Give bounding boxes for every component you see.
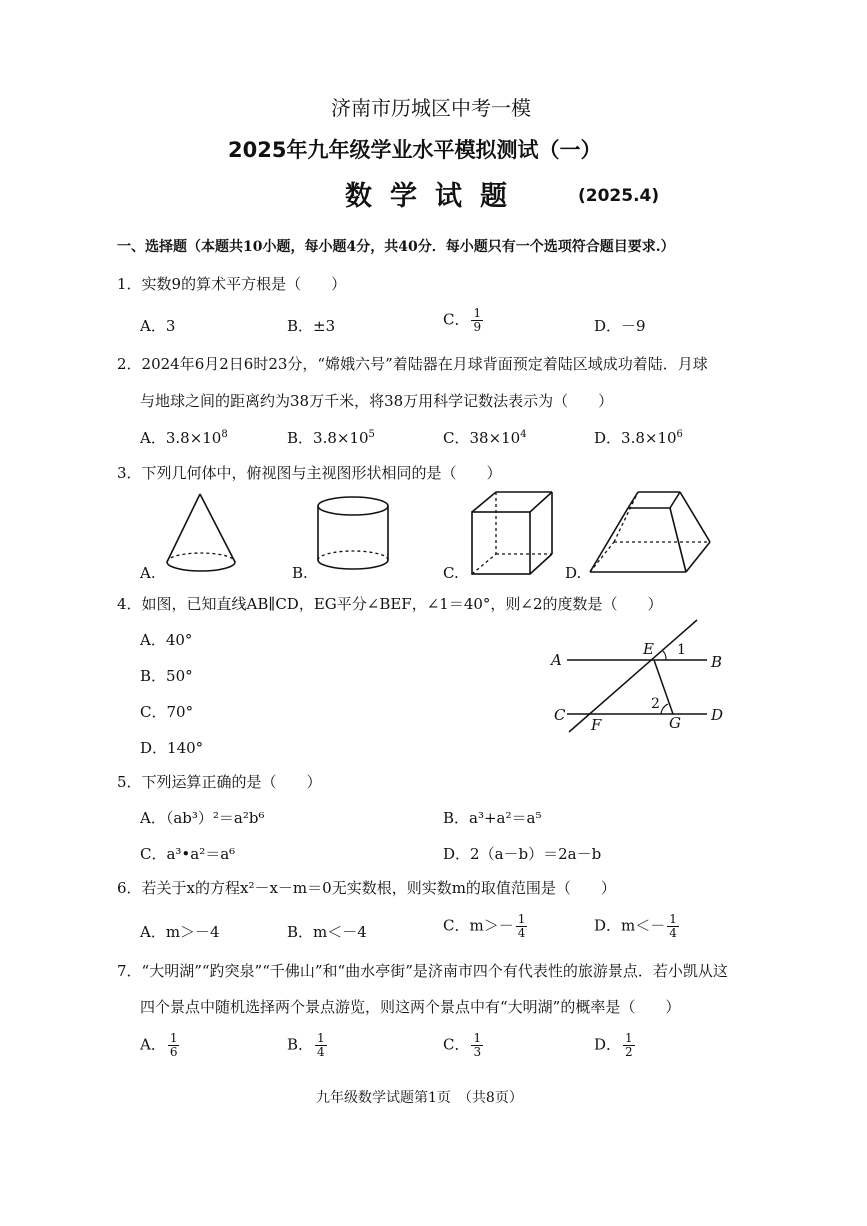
question-7-option-c <box>443 1032 485 1059</box>
option-label: C． <box>443 1035 470 1054</box>
point-label-c: C <box>554 706 566 724</box>
question-1-stem: 1．实数9的算术平方根是（ ） <box>117 275 347 293</box>
question-6-option-d <box>594 913 681 940</box>
fraction <box>623 1032 635 1059</box>
denominator: 4 <box>317 1045 325 1059</box>
question-1-option-b: B．±3 <box>287 317 336 335</box>
question-3-option-d: D. <box>565 564 582 582</box>
question-3-stem: 3．下列几何体中，俯视图与主视图形状相同的是（ ） <box>117 464 502 482</box>
numerator: 1 <box>473 306 482 320</box>
subject-title: 数学试题 <box>345 181 525 212</box>
question-1-option-d: D．－9 <box>594 317 646 335</box>
denominator: 3 <box>473 1045 482 1059</box>
section-heading: 一、选择题（本题共10小题，每小题4分，共40分．每小题只有一个选项符合题目要求.） <box>117 239 675 255</box>
question-4-option-c: C．70° <box>140 703 194 721</box>
angle-label-2: 2 <box>651 696 660 712</box>
question-2-stem-line2: 与地球之间的距离约为38万千米，将38万用科学记数法表示为（ ） <box>140 392 614 410</box>
numerator: 1 <box>169 1031 178 1045</box>
question-2-option-c <box>443 427 527 448</box>
question-5-option-d: D．2（a－b）＝2a－b <box>443 845 602 863</box>
question-7-option-a <box>140 1032 181 1059</box>
point-label-d: D <box>711 706 724 724</box>
fraction <box>168 1032 180 1059</box>
question-3-option-b: B. <box>292 564 308 582</box>
question-4-option-b: B．50° <box>140 667 193 685</box>
page-footer: 九年级数学试题第1页 （共8页） <box>316 1090 523 1106</box>
question-4-option-d: D．140° <box>140 739 204 757</box>
fraction <box>516 913 528 940</box>
parallel-lines-figure <box>545 616 735 736</box>
question-3-option-a: A. <box>140 564 156 582</box>
point-label-b: B <box>711 653 723 671</box>
question-7-option-d <box>594 1032 637 1059</box>
question-4-stem: 4．如图，已知直线AB∥CD，EG平分∠BEF，∠1＝40°，则∠2的度数是（ ） <box>117 595 663 613</box>
question-2-option-a <box>140 427 228 448</box>
numerator: 1 <box>625 1031 633 1045</box>
denominator: 4 <box>669 926 677 940</box>
question-5-option-c: C．a³•a²＝a⁶ <box>140 845 236 863</box>
fraction <box>471 1032 483 1059</box>
option-label: D． <box>594 1035 622 1054</box>
question-5-option-a: A．（ab³）²＝a²b⁶ <box>140 809 265 827</box>
option-text: D．3.8×10 <box>594 429 677 447</box>
question-1-option-c <box>443 307 485 334</box>
question-7-option-b <box>287 1032 329 1059</box>
option-label: B． <box>287 1035 314 1054</box>
question-7-stem-line2: 四个景点中随机选择两个景点游览，则这两个景点中有“大明湖”的概率是（ ） <box>140 998 681 1016</box>
question-6-option-a: A．m＞－4 <box>140 923 220 941</box>
exponent: 6 <box>676 429 683 440</box>
option-label: A． <box>140 1035 166 1054</box>
question-5-option-b: B．a³+a²＝a⁵ <box>443 809 542 827</box>
numerator: 1 <box>669 912 677 926</box>
question-6-option-b: B．m＜－4 <box>287 923 367 941</box>
cube-figure <box>466 488 561 580</box>
denominator: 2 <box>625 1045 633 1059</box>
option-label: C． <box>443 310 470 329</box>
question-6-option-c <box>443 913 529 940</box>
option-text: A．3.8×10 <box>140 429 222 447</box>
point-label-e: E <box>643 640 654 658</box>
question-2-option-b <box>287 427 375 448</box>
option-label: C．m＞－ <box>443 916 514 935</box>
fraction <box>471 307 483 334</box>
denominator: 6 <box>169 1045 178 1059</box>
cylinder-figure <box>310 490 400 580</box>
point-label-g: G <box>669 714 681 732</box>
fraction <box>315 1032 327 1059</box>
exam-source-title: 济南市历城区中考一模 <box>331 96 531 120</box>
numerator: 1 <box>517 912 526 926</box>
denominator: 4 <box>517 926 526 940</box>
point-label-a: A <box>551 651 562 669</box>
question-6-stem: 6．若关于x的方程x²－x－m＝0无实数根，则实数m的取值范围是（ ） <box>117 879 616 897</box>
option-label: D．m＜－ <box>594 916 666 935</box>
fraction <box>667 913 679 940</box>
point-label-f: F <box>591 716 602 734</box>
question-7-stem-line1: 7．“大明湖”“趵突泉”“千佛山”和“曲水亭街”是济南市四个有代表性的旅游景点．若小凯从这 <box>117 962 728 980</box>
exam-title: 2025年九年级学业水平模拟测试（一） <box>228 138 602 162</box>
frustum-figure <box>586 486 716 580</box>
exam-date: (2025.4) <box>578 186 660 206</box>
question-5-stem: 5．下列运算正确的是（ ） <box>117 773 322 791</box>
question-3-option-c: C. <box>443 564 459 582</box>
option-text: C．38×10 <box>443 429 521 447</box>
numerator: 1 <box>317 1031 325 1045</box>
question-4-option-a: A．40° <box>140 631 193 649</box>
angle-label-1: 1 <box>677 642 686 658</box>
numerator: 1 <box>473 1031 482 1045</box>
question-2-option-d <box>594 427 683 448</box>
question-2-stem-line1: 2．2024年6月2日6时23分，“嫦娥六号”着陆器在月球背面预定着陆区域成功着陆．月球 <box>117 355 708 373</box>
denominator: 9 <box>473 320 482 334</box>
exponent: 5 <box>368 429 375 440</box>
exponent: 8 <box>221 429 228 440</box>
exponent: 4 <box>520 429 527 440</box>
cone-figure <box>150 490 250 580</box>
question-1-option-a: A．3 <box>140 317 176 335</box>
option-text: B．3.8×10 <box>287 429 369 447</box>
